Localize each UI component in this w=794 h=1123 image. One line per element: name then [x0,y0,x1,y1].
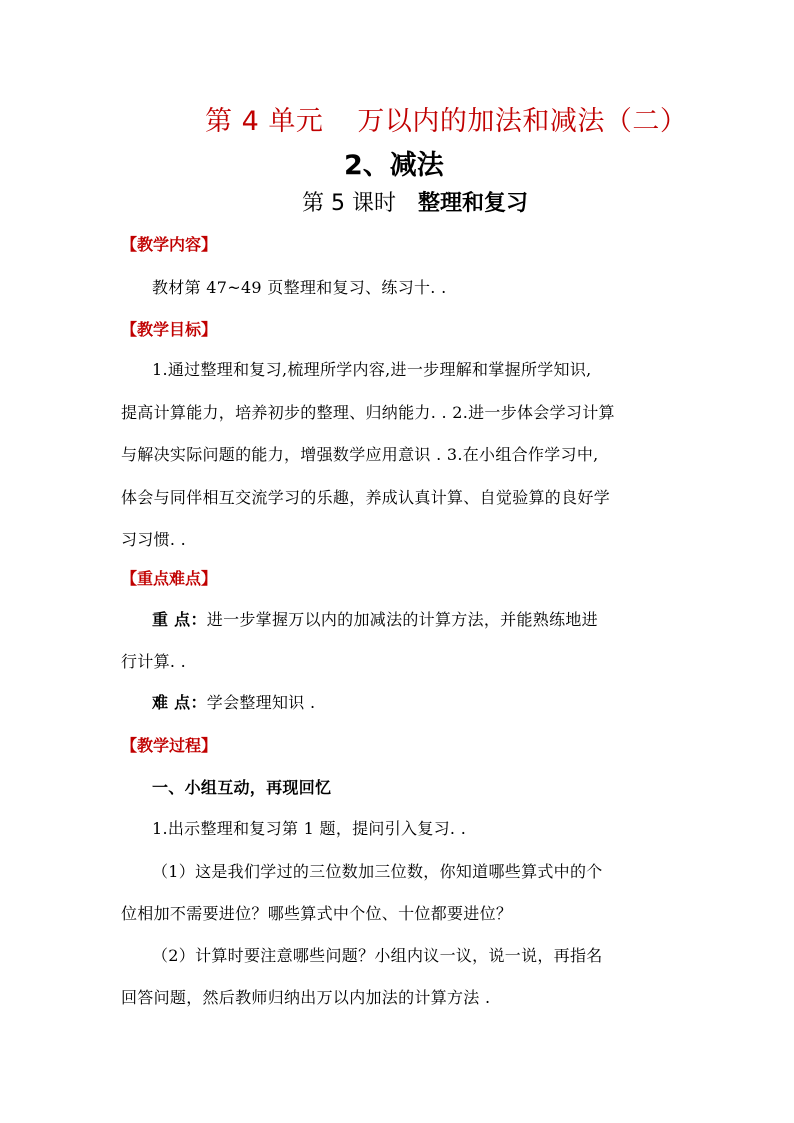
process-question-line: （2）计算时要注意哪些问题？小组内议一议，说一说，再指名 [152,946,603,965]
key-point-text: 进一步掌握万以内的加减法的计算方法，并能熟练地进 [206,610,598,629]
goals-line: 提高计算能力，培养初步的整理、归纳能力. . 2.进一步体会学习计算 [121,403,615,422]
goals-line: 与解决实际问题的能力，增强数学应用意识 . 3.在小组合作学习中, [121,445,599,464]
difficult-point-line [152,690,315,713]
lesson-label: 第 5 课时 [302,191,396,216]
section-key-points-heading: 【重点难点】 [121,569,218,588]
sub-title: 2、减法 [344,150,444,181]
process-question-line: 回答问题，然后教师归纳出万以内加法的计算方法 . [121,988,491,1007]
unit-name: 万以内的加法和减法（二） [357,106,688,137]
process-question-line: 位相加不需要进位？哪些算式中个位、十位都要进位？ [121,904,513,923]
key-point-line-2: 行计算. . [121,652,187,671]
unit-title [205,99,688,138]
difficult-point-text: 学会整理知识 . [206,693,316,712]
goals-line: 体会与同伴相互交流学习的乐趣，养成认真计算、自觉验算的良好学 [121,488,611,507]
goals-line: 习习惯. . [121,530,187,549]
key-point-line [152,607,598,630]
unit-label: 第 4 单元 [205,106,324,137]
process-question-line: （1）这是我们学过的三位数加三位数，你知道哪些算式中的个 [152,862,603,881]
section-process-heading: 【教学过程】 [121,736,218,755]
lesson-name: 整理和复习 [417,191,528,216]
content-text: 教材第 47~49 页整理和复习、练习十. . [152,278,447,297]
key-point-label: 重 点： [152,610,207,629]
goals-line: 1.通过整理和复习,梳理所学内容,进一步理解和掌握所学知识, [152,360,592,379]
process-step-heading: 一、小组互动，再现回忆 [152,778,332,797]
difficult-point-label: 难 点： [152,693,207,712]
section-goals-heading: 【教学目标】 [121,320,218,339]
section-content-heading: 【教学内容】 [121,235,218,254]
lesson-title [302,186,528,217]
process-item: 1.出示整理和复习第 1 题，提问引入复习. . [152,819,467,838]
